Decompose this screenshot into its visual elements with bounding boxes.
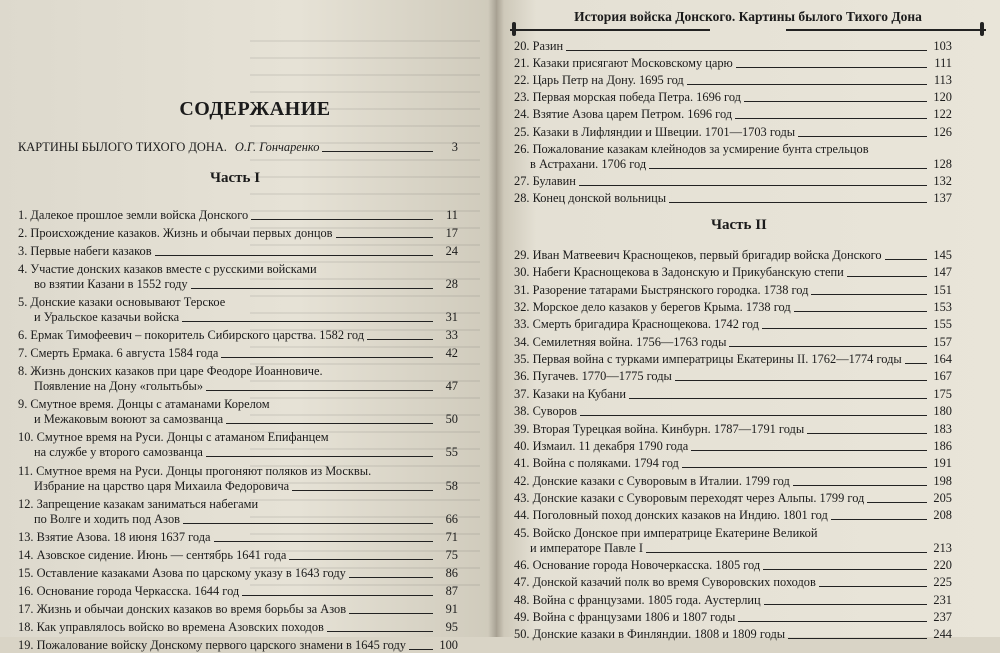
toc-entry: [514, 73, 952, 88]
leader-dots: [566, 50, 927, 51]
toc-entry: [18, 566, 458, 581]
toc-page-number: 208: [933, 508, 952, 523]
toc-entry-title: 42. Донские казаки с Суворовым в Италии. 1799 год: [514, 473, 790, 488]
toc-entry: [514, 558, 952, 573]
toc-entry: [514, 174, 952, 189]
toc-entry-title: 34. Семилетняя война. 1756—1763 годы: [514, 334, 727, 349]
leader-dots: [206, 390, 433, 391]
toc-page-number: 113: [933, 73, 952, 88]
toc-entry-title: 3. Первые набеги казаков: [18, 244, 152, 259]
toc-entry-line: 45. Войско Донское при императрице Екатерине Великой: [514, 525, 818, 540]
toc-page-number: 11: [446, 208, 458, 222]
leader-dots: [811, 294, 927, 295]
toc-entry: [514, 107, 952, 122]
toc-entry-title: 19. Пожалование войску Донскому первого царского знамени в 1645 году: [18, 637, 406, 652]
toc-entry: [514, 317, 952, 332]
toc-page-number: 128: [933, 156, 952, 171]
toc-entry: [514, 526, 952, 556]
toc-page-number: 75: [445, 547, 458, 562]
leader-dots: [629, 398, 927, 399]
leader-dots: [155, 255, 433, 256]
leader-dots: [744, 101, 927, 102]
leader-dots: [669, 202, 927, 203]
toc-page-number: 55: [445, 445, 458, 460]
leader-dots: [687, 84, 927, 85]
toc-entry-title: 43. Донские казаки с Суворовым переходят через Альпы. 1799 год: [514, 490, 865, 505]
toc-page-number: 205: [933, 490, 952, 505]
toc-entry: [18, 226, 458, 241]
toc-page-number: 33: [445, 328, 458, 343]
leader-dots: [763, 569, 927, 570]
toc-entry-line: 8. Жизнь донских казаков при царе Феодоре Иоанновиче.: [18, 364, 323, 379]
toc-page-number: 183: [933, 421, 952, 436]
toc-page-number: 164: [933, 352, 952, 367]
toc-entry-title: 33. Смерть бригадира Краснощекова. 1742 год: [514, 317, 759, 332]
toc-entry-title: и императоре Павле I: [530, 540, 643, 555]
toc-entry-title: 49. Война с французами 1806 и 1807 годы: [514, 610, 736, 624]
leader-dots: [322, 151, 433, 152]
leader-dots: [214, 541, 433, 542]
intro-title: КАРТИНЫ БЫЛОГО ТИХОГО ДОНА.: [18, 140, 227, 154]
toc-entry-title: 18. Как управлялось войско во времена Азовских походов: [18, 619, 324, 634]
leader-dots: [579, 185, 927, 186]
toc-entry-title: во взятии Казани в 1552 году: [34, 277, 188, 292]
toc-entry: [18, 244, 458, 259]
toc-entry-title: 37. Казаки на Кубани: [514, 386, 626, 401]
toc-page-number: 225: [933, 575, 952, 590]
leader-dots: [794, 311, 927, 312]
toc-entry: [514, 335, 952, 350]
leader-dots: [191, 288, 433, 289]
toc-entry-title: 1. Далекое прошлое земли войска Донского: [18, 208, 249, 222]
leader-dots: [349, 577, 433, 578]
toc-entry-line: 4. Участие донских казаков вместе с русскими войсками: [18, 262, 317, 277]
leader-dots: [788, 638, 927, 639]
leader-dots: [793, 485, 927, 486]
toc-page-number: 47: [445, 379, 458, 394]
toc-entry-title: 32. Морское дело казаков у берегов Крыма. 1738 год: [514, 300, 791, 315]
leader-dots: [336, 237, 433, 238]
toc-page-number: 191: [933, 456, 952, 471]
toc-page-number: 31: [445, 310, 458, 325]
toc-entry-title: и Межаковым воюют за самозванца: [34, 412, 224, 427]
toc-entry: [18, 295, 458, 325]
leader-dots: [691, 450, 927, 451]
toc-page-number: 145: [933, 248, 952, 262]
contents-heading: СОДЕРЖАНИЕ: [179, 98, 331, 120]
toc-page-number: 180: [933, 404, 952, 419]
toc-entry: [18, 208, 458, 223]
leader-dots: [292, 490, 433, 491]
part1-title: Часть I: [210, 170, 261, 186]
toc-entry-title: 35. Первая война с турками императрицы Екатерины II. 1762—1774 годы: [514, 352, 902, 367]
toc-page-number: 86: [445, 565, 458, 580]
leader-dots: [367, 339, 433, 340]
leader-dots: [409, 649, 433, 650]
toc-entry-title: 7. Смерть Ермака. 6 августа 1584 года: [18, 346, 219, 361]
toc-entry-title: 50. Донские казаки в Финляндии. 1808 и 1809 годы: [514, 627, 786, 642]
toc-entry: [514, 300, 952, 315]
toc-entry-line: 12. Запрещение казакам заниматься набегами: [18, 496, 259, 511]
toc-page-number: 50: [445, 412, 458, 427]
leader-dots: [327, 631, 433, 632]
toc-page-number: 87: [445, 583, 458, 598]
toc-entry: [18, 262, 458, 292]
toc-page-number: 120: [933, 90, 952, 105]
toc-entry-title: 15. Оставление казаками Азова по царскому указу в 1643 году: [18, 565, 346, 580]
leader-dots: [183, 523, 433, 524]
toc-page-number: 103: [933, 39, 952, 53]
leader-dots: [762, 328, 927, 329]
sword-ornament-right: [786, 29, 986, 31]
toc-entry: [18, 548, 458, 563]
toc-entry-title: 41. Война с поляками. 1794 год: [514, 456, 679, 471]
toc-page-number: 126: [933, 124, 952, 139]
toc-entry-title: 31. Разорение татарами Быстрянского городка. 1738 год: [514, 282, 809, 297]
toc-entry-title: 30. Набеги Краснощекова в Задонскую и Прикубанскую степи: [514, 265, 844, 280]
running-header: [510, 4, 986, 34]
toc-page-number: 213: [933, 540, 952, 555]
toc-entry-line: 10. Смутное время на Руси. Донцы с атаманом Епифанцем: [18, 430, 329, 445]
toc-entry-title: 36. Пугачев. 1770—1775 годы: [514, 369, 672, 384]
toc-page-number: 147: [933, 265, 952, 280]
leader-dots: [349, 613, 433, 614]
leader-dots: [807, 433, 927, 434]
toc-page-number: 58: [445, 478, 458, 493]
toc-entry: [514, 142, 952, 172]
toc-entry: [18, 397, 458, 427]
toc-entry-title: 28. Конец донской вольницы: [514, 190, 667, 205]
leader-dots: [735, 118, 927, 119]
leader-dots: [242, 595, 433, 596]
leader-dots: [226, 423, 433, 424]
intro-author: О.Г. Гончаренко: [234, 140, 320, 154]
toc-page-number: 167: [933, 369, 952, 384]
toc-entry-title: 2. Происхождение казаков. Жизнь и обычаи первых донцов: [18, 226, 333, 241]
leader-dots: [251, 219, 433, 220]
toc-entry-title: 29. Иван Матвеевич Краснощеков, первый бригадир войска Донского: [514, 248, 882, 262]
toc-page-number: 132: [933, 173, 952, 188]
toc-entry-line: 5. Донские казаки основывают Терское: [18, 295, 226, 310]
toc-entry: [514, 265, 952, 280]
toc-entry-title: 44. Поголовный поход донских казаков на Индию. 1801 год: [514, 508, 828, 523]
toc-entry-line: 26. Пожалование казакам клейнодов за усмирение бунта стрельцов: [514, 141, 869, 156]
toc-entry: [18, 638, 458, 653]
toc-entry: [514, 56, 952, 71]
toc-entry-line: 11. Смутное время на Руси. Донцы прогоняют поляков из Москвы.: [18, 463, 372, 478]
toc-entry: [18, 530, 458, 545]
toc-entry-title: 16. Основание города Черкасска. 1644 год: [18, 583, 240, 598]
leader-dots: [289, 559, 433, 560]
toc-entry: [514, 369, 952, 384]
toc-page-number: 66: [445, 511, 458, 526]
leader-dots: [798, 136, 927, 137]
intro-page: 3: [451, 140, 458, 154]
leader-dots: [206, 456, 433, 457]
toc-page-number: 186: [933, 438, 952, 453]
toc-entry-title: 46. Основание города Новочеркасска. 1805 год: [514, 557, 761, 572]
toc-entry: [514, 575, 952, 590]
toc-entry: [514, 627, 952, 642]
leader-dots: [182, 321, 433, 322]
part2-title: Часть II: [711, 217, 767, 233]
toc-page-number: 91: [445, 601, 458, 616]
toc-entry-title: 13. Взятие Азова. 18 июня 1637 года: [18, 529, 211, 544]
toc-page-number: 220: [933, 557, 952, 572]
toc-entry-title: 6. Ермак Тимофеевич – покоритель Сибирского царства. 1582 год: [18, 328, 365, 343]
toc-page-number: 28: [445, 277, 458, 292]
toc-page-number: 122: [933, 107, 952, 122]
leader-dots: [729, 346, 927, 347]
toc-entry: [514, 283, 952, 298]
running-header-title: История войска Донского. Картины былого Тихого Дона: [574, 9, 922, 24]
toc-entry: [514, 456, 952, 471]
toc-entry-title: 39. Вторая Турецкая война. Кинбурн. 1787—1791 годы: [514, 421, 805, 436]
leader-dots: [682, 467, 927, 468]
toc-entry: [514, 491, 952, 506]
toc-entry: [18, 497, 458, 527]
toc-entry-title: 27. Булавин: [514, 173, 576, 188]
toc-page-number: 151: [933, 282, 952, 297]
toc-page-number: 100: [439, 637, 458, 652]
toc-entry-title: 48. Война с французами. 1805 года. Аустерлиц: [514, 592, 761, 607]
toc-entry-title: 22. Царь Петр на Дону. 1695 год: [514, 73, 684, 88]
leader-dots: [736, 67, 927, 68]
toc-entry: [514, 248, 952, 263]
leader-dots: [847, 276, 927, 277]
toc-entry: [18, 364, 458, 394]
leader-dots: [764, 604, 927, 605]
toc-entry: [514, 474, 952, 489]
toc-page-number: 42: [445, 346, 458, 361]
toc-intro-entry: [18, 140, 458, 155]
leader-dots: [905, 363, 927, 364]
toc-entry: [514, 191, 952, 206]
toc-entry: [514, 422, 952, 437]
toc-entry-title: 25. Казаки в Лифляндии и Швеции. 1701—1703 годы: [514, 124, 796, 139]
toc-page-number: 231: [933, 592, 952, 607]
toc-entry: [18, 346, 458, 361]
toc-entry: [18, 328, 458, 343]
toc-entry: [18, 430, 458, 460]
toc-page-number: 157: [933, 334, 952, 349]
toc-entry: [514, 439, 952, 454]
leader-dots: [819, 586, 927, 587]
toc-entry-title: 14. Азовское сидение. Июнь — сентябрь 1641 года: [18, 547, 287, 562]
book-gutter: [488, 0, 504, 637]
leader-dots: [221, 357, 433, 358]
leader-dots: [646, 552, 927, 553]
toc-page-number: 111: [934, 56, 952, 71]
toc-page-number: 155: [933, 317, 952, 332]
toc-entry-title: Избрание на царство царя Михаила Федоровича: [34, 478, 290, 493]
leader-dots: [675, 380, 927, 381]
toc-entry-title: 40. Измаил. 11 декабря 1790 года: [514, 438, 689, 453]
toc-page-number: 95: [445, 619, 458, 634]
leader-dots: [738, 621, 927, 622]
toc-entry: [514, 39, 952, 54]
toc-page-number: 24: [445, 244, 458, 259]
toc-entry-title: 24. Взятие Азова царем Петром. 1696 год: [514, 107, 733, 122]
leader-dots: [885, 259, 927, 260]
toc-page-number: 198: [933, 473, 952, 488]
toc-entry-title: 47. Донской казачий полк во время Суворовских походов: [514, 575, 816, 590]
toc-entry: [514, 404, 952, 419]
leader-dots: [867, 502, 927, 503]
toc-entry-title: 38. Суворов: [514, 404, 577, 419]
toc-entry: [18, 584, 458, 599]
toc-entry: [514, 352, 952, 367]
toc-entry: [514, 508, 952, 523]
leader-dots: [580, 415, 927, 416]
toc-entry: [514, 610, 952, 625]
toc-page-number: 237: [933, 610, 952, 624]
sword-hilt-right: [980, 22, 984, 36]
right-page: [496, 0, 1000, 642]
toc-entry: [514, 387, 952, 402]
toc-entry: [18, 602, 458, 617]
sword-ornament-left: [510, 29, 710, 31]
toc-entry-title: 21. Казаки присягают Московскому царю: [514, 56, 733, 71]
toc-entry: [18, 620, 458, 635]
toc-entry-title: на службе у второго самозванца: [34, 445, 203, 460]
toc-page-number: 71: [445, 529, 458, 544]
toc-page-number: 153: [933, 300, 952, 315]
toc-entry: [514, 593, 952, 608]
toc-entry-title: Появление на Дону «голытьбы»: [34, 379, 204, 394]
toc-entry: [514, 125, 952, 140]
toc-page-number: 244: [933, 627, 952, 642]
toc-entry-title: и Уральское казачьи войска: [34, 310, 180, 325]
leader-dots: [649, 168, 927, 169]
toc-entry: [18, 464, 458, 494]
toc-page-number: 175: [933, 386, 952, 401]
toc-entry-title: в Астрахани. 1706 год: [530, 156, 647, 171]
toc-entry: [514, 90, 952, 105]
toc-entry-title: по Волге и ходить под Азов: [34, 511, 180, 526]
toc-entry-title: 17. Жизнь и обычаи донских казаков во время борьбы за Азов: [18, 601, 347, 616]
toc-entry-line: 9. Смутное время. Донцы с атаманами Корелом: [18, 397, 270, 412]
toc-entry-title: 23. Первая морская победа Петра. 1696 год: [514, 90, 741, 105]
leader-dots: [831, 519, 927, 520]
left-page: [0, 0, 496, 652]
toc-entry-title: 20. Разин: [514, 39, 564, 53]
toc-page-number: 17: [445, 226, 458, 241]
toc-page-number: 137: [933, 190, 952, 205]
